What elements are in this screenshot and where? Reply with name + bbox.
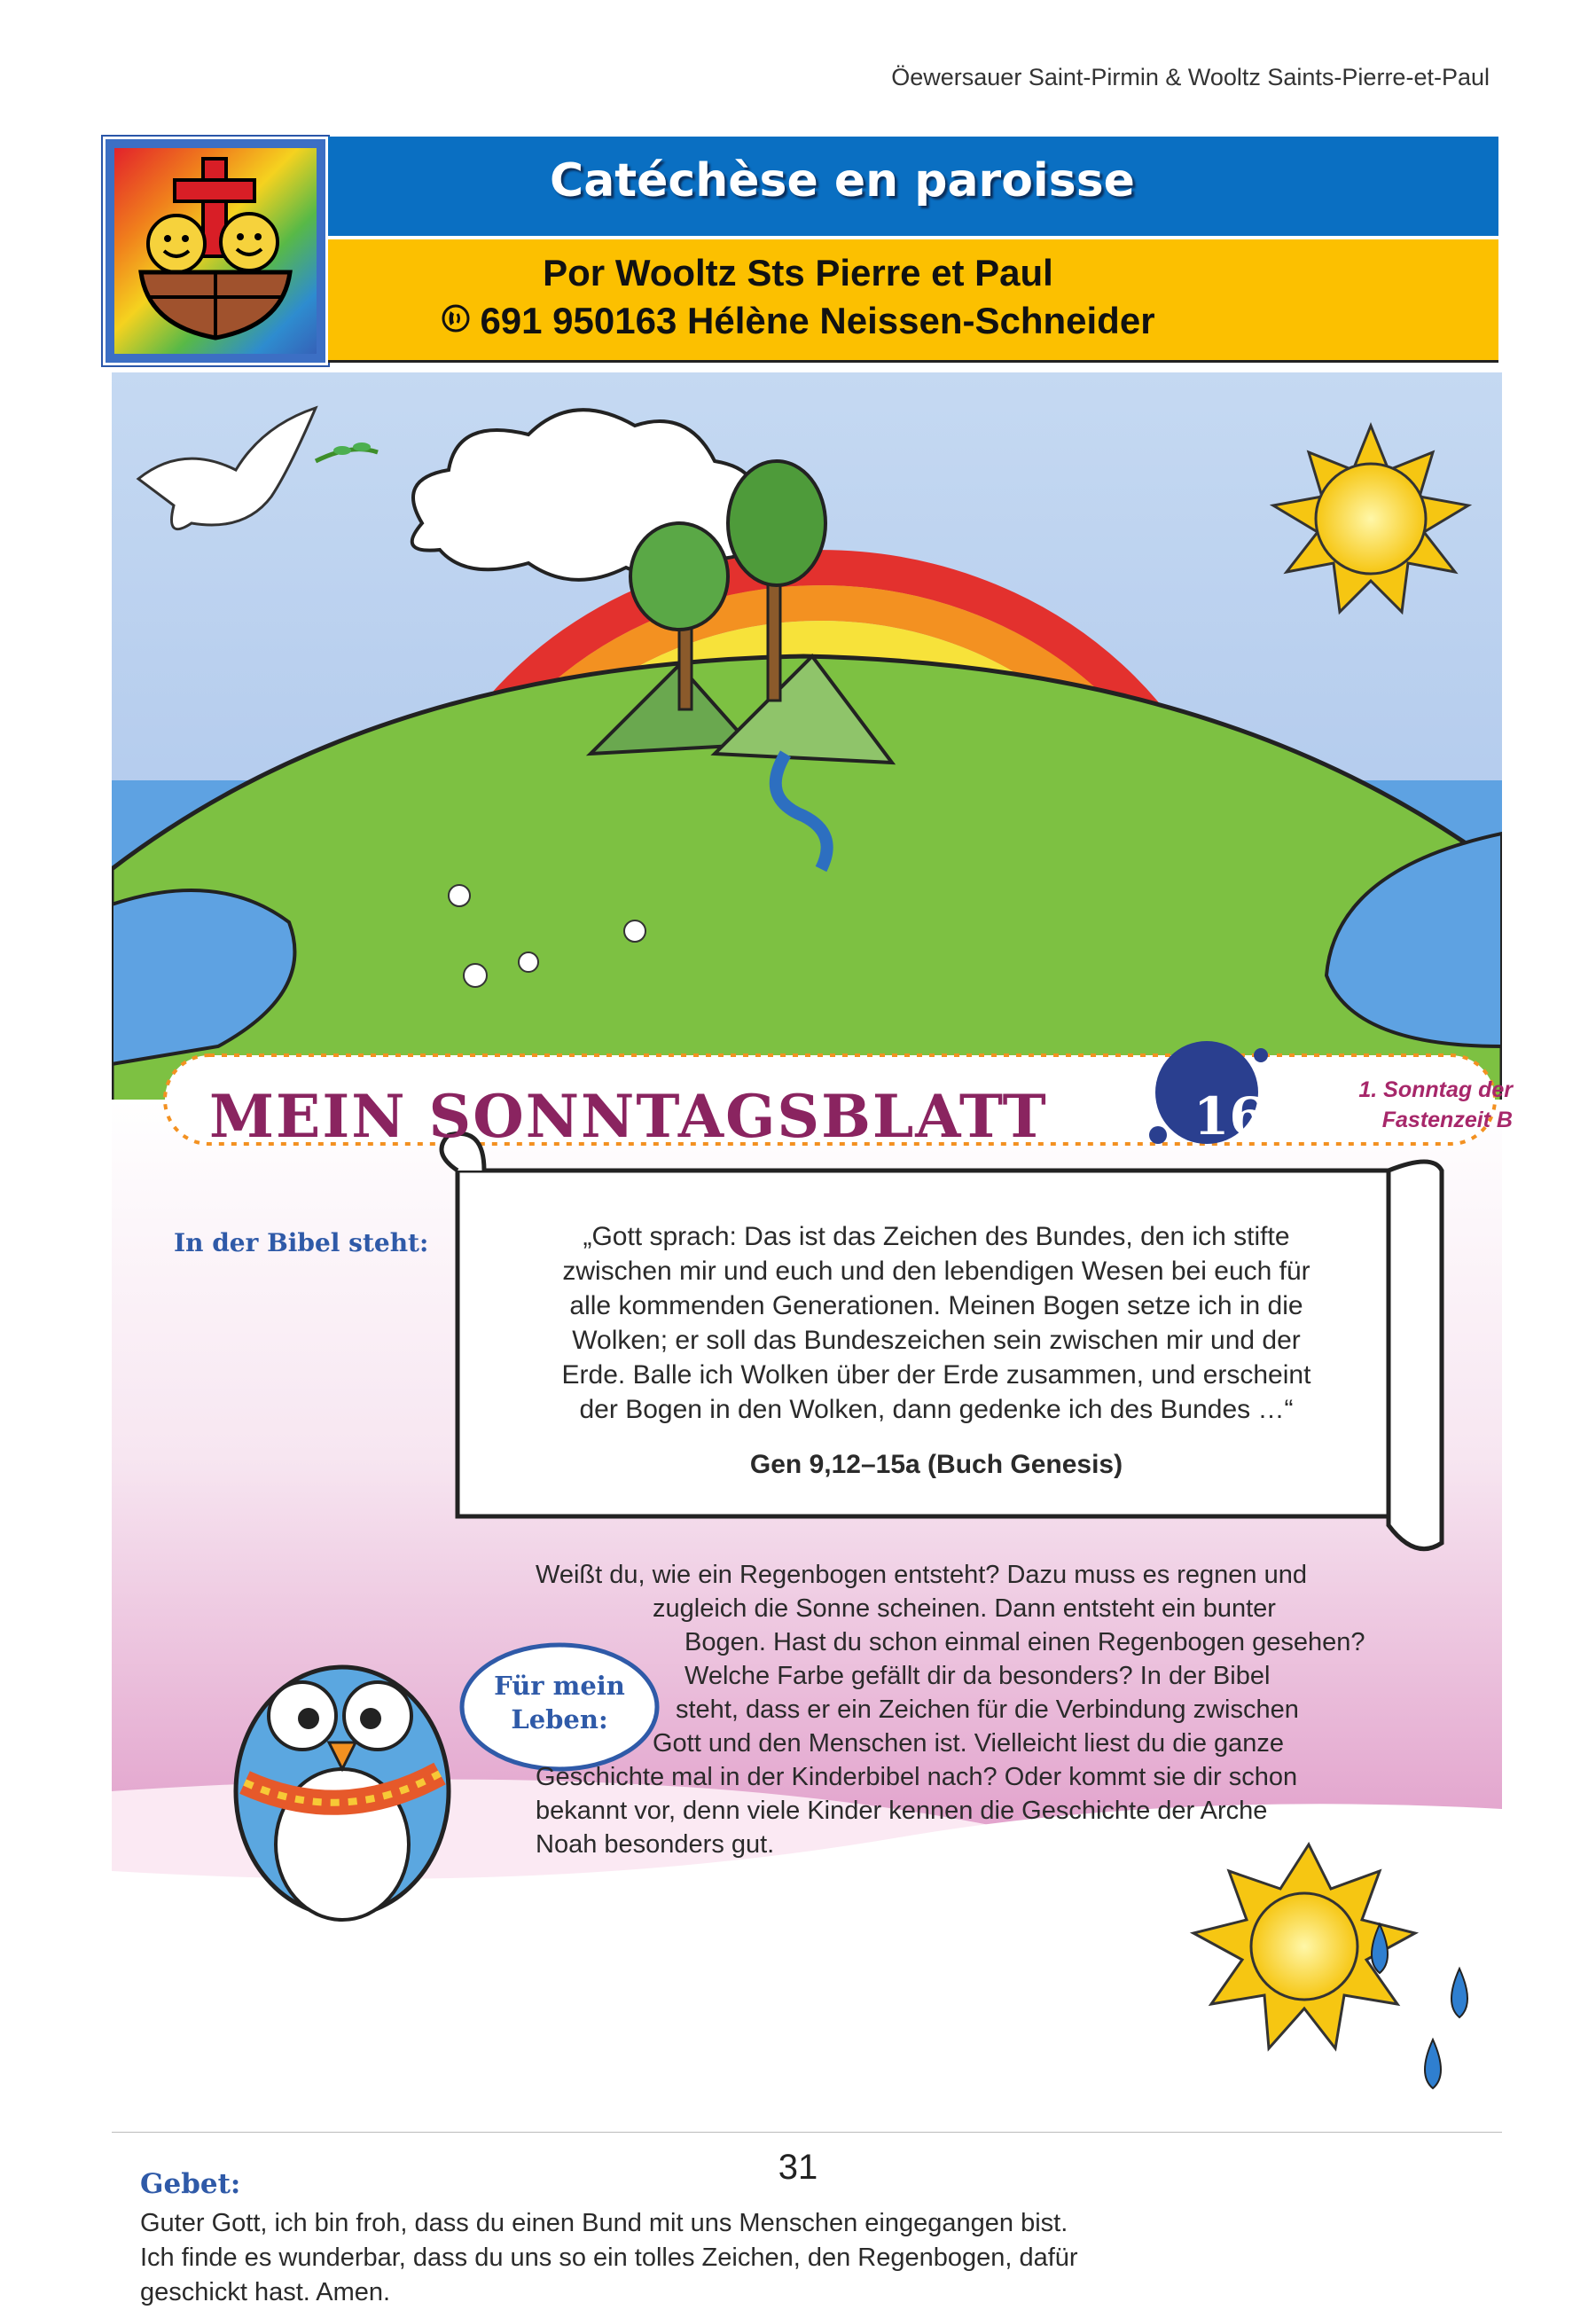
section-banner xyxy=(103,137,1498,364)
running-header: Öewersauer Saint-Pirmin & Wooltz Saints-Pierre-et-Paul xyxy=(891,64,1490,90)
issue-number: 16 xyxy=(1193,1086,1265,1147)
life-line: Welche Farbe gefällt dir da besonders? In der Bibel xyxy=(685,1662,1271,1690)
banner-contact-bar xyxy=(328,239,1498,363)
life-line: Noah besonders gut. xyxy=(536,1830,775,1859)
bible-line: der Bogen in den Wolken, dann gedenke ich des Bundes …“ xyxy=(579,1395,1294,1424)
life-heading-line-2: Leben: xyxy=(511,1704,608,1734)
prayer-line: geschickt hast. Amen. xyxy=(140,2278,391,2306)
life-line: steht, dass er ein Zeichen für die Verbindung zwischen xyxy=(676,1695,1299,1724)
sunday-line-2: Fastenzeit B xyxy=(1381,1108,1513,1132)
bible-heading: In der Bibel steht: xyxy=(174,1228,429,1257)
contact-text: 691 950163 Hélène Neissen-Schneider xyxy=(480,300,1155,341)
banner-title: Catéchèse en paroisse xyxy=(550,154,1135,208)
banner-contact xyxy=(328,300,1268,342)
life-line: Geschichte mal in der Kinderbibel nach? Oder kommt sie dir schon xyxy=(536,1763,1298,1791)
banner-subtitle: Por Wooltz Sts Pierre et Paul xyxy=(543,252,1053,294)
prayer-text xyxy=(140,2206,1248,2310)
life-line: Bogen. Hast du schon einmal einen Regenbogen gesehen? xyxy=(685,1628,1365,1656)
ark-children-icon xyxy=(114,148,317,354)
life-line: zugleich die Sonne scheinen. Dann entsteht ein bunter xyxy=(653,1594,1276,1623)
prayer-heading: Gebet: xyxy=(140,2168,241,2200)
catechesis-logo xyxy=(103,137,328,365)
bible-line: Wolken; er soll das Bundeszeichen sein zwischen mir und der xyxy=(572,1326,1301,1355)
footer-divider xyxy=(112,2132,1502,2133)
sheet-title: MEIN SONNTAGSBLATT xyxy=(209,1082,1048,1151)
life-line: bekannt vor, denn viele Kinder kennen die Geschichte der Arche xyxy=(536,1797,1268,1825)
banner-title-bar xyxy=(328,137,1498,239)
bible-line: zwischen mir und euch und den lebendigen Wesen bei euch für xyxy=(562,1257,1310,1286)
bible-line: „Gott sprach: Das ist das Zeichen des Bundes, den ich stifte xyxy=(583,1222,1290,1251)
bible-line: Erde. Balle ich Wolken über der Erde zusammen, und erscheint xyxy=(561,1360,1311,1390)
phone-icon xyxy=(441,300,471,342)
prayer-line: Ich finde es wunderbar, dass du uns so ein tolles Zeichen, den Regenbogen, dafür xyxy=(140,2243,1078,2272)
life-heading-line-1: Für mein xyxy=(494,1671,625,1701)
page-number: 31 xyxy=(778,2148,818,2187)
life-line: Gott und den Menschen ist. Vielleicht liest du die ganze xyxy=(653,1729,1285,1758)
sunday-line-1: 1. Sonntag der xyxy=(1358,1077,1513,1102)
sunday-label xyxy=(1291,1075,1513,1135)
bible-line: alle kommenden Generationen. Meinen Bogen setze ich in die xyxy=(569,1291,1303,1320)
bible-quote xyxy=(493,1219,1380,1427)
bible-reference: Gen 9,12–15a (Buch Genesis) xyxy=(749,1450,1123,1479)
life-line: Weißt du, wie ein Regenbogen entsteht? Dazu muss es regnen und xyxy=(536,1561,1307,1589)
prayer-line: Guter Gott, ich bin froh, dass du einen Bund mit uns Menschen eingegangen bist. xyxy=(140,2209,1068,2237)
owl-icon xyxy=(236,1667,449,1920)
life-heading xyxy=(484,1669,635,1736)
